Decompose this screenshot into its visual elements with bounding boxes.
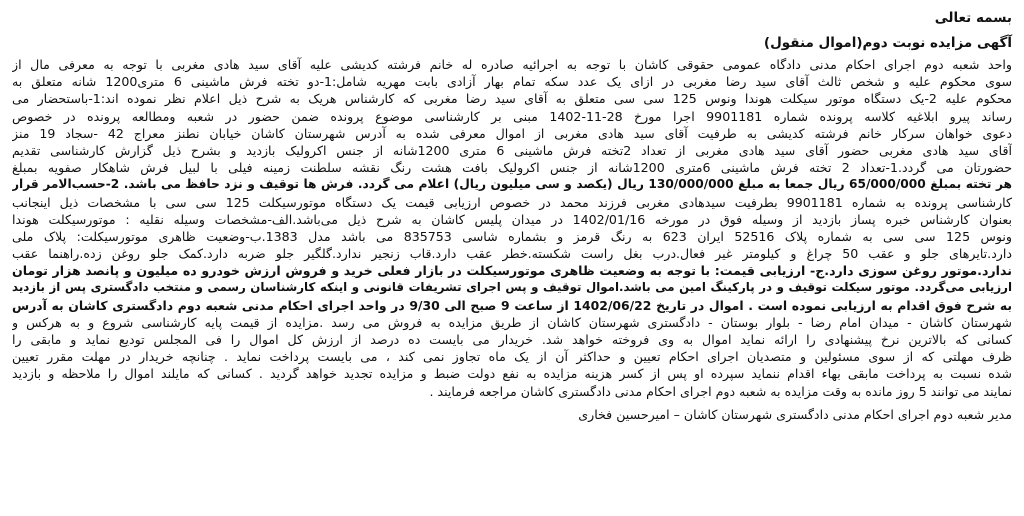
body-line: رساند پیرو ابلاغیه کلاسه پرونده شماره 9901181 اجرا مورخ 28-11-1402 مبنی بر کارشناسی موضوع پرونده ضمن حضور در شعبه ومطالعه پرونده در خصوص [12,108,1012,124]
body-line: ندارد.موتور روغن سوزی دارد.ج- ارزیابی قیمت: با توجه به وضعیت ظاهری موتورسیکلت در بازار فعلی خرید و فروش ارزش خودرو ده میلیون و پانصد هزار تومان [12,263,1012,279]
body-line: به شرح فوق اقدام به ارزیابی نموده است . اموال در تاریخ 1402/06/22 از ساعت 9 صبح الی 9/30 در واحد اجرای احکام مدنی شعبه دوم دادگستری کاشان به آدرس [12,297,1012,313]
body-line: سوی محکوم علیه و شخص ثالث آقای سید رضا مغربی در ازای یک عدد سکه تمام بهار آزادی بابت مهریه شامل:1-دو تخته فرش ماشینی 6 متری1200 شانه متعلق به [12,74,1012,90]
body-line: کسانی که بالاترین نرخ پیشنهادی را ارائه نماید اموال به وی فروخته خواهد شد. خریدار می بایست ده درصد از ارزش کل اموال را فی المجلس تودیع نماید و مابقی را [12,332,1012,347]
body-line: هر تخته بمبلغ 65/000/000 ریال جمعا به مبلغ 130/000/000 ریال (یکصد و سی میلیون ریال) اعلام می گردد. فرش ها توقیف و نزد حافظ می باشد. 2-حسب‌الامر قرار [12,177,1012,192]
body-line: ونوس 125 سی سی به شماره پلاک 52516 ایران 623 به رنگ قرمز و بشماره شاسی 835753 می باشد مدل 1383.ب-وضعیت ظاهری موتورسیکلت: پلاک ملی [12,228,1012,244]
body-line: ارزیابی می‌گردد. موتور سیکلت توقیف و در پارکینگ امین می باشد.اموال توقیف و پس اجرای تشریفات قانونی و اینکه کارشناسان رسمی و منتخب دادگستری پس از بازدید [12,280,1012,295]
notice-title: آگهی مزایده نوبت دوم(اموال منقول) [763,35,1012,51]
body-line: دعوی خواهان سرکار خانم فرشته کدیشی به طرفیت آقای سید هادی مغربی از اموال معرفی شده به آدرس شهرستان کاشان خیابان نطنز معراج 42 -سجاد 19 منز [12,125,1012,141]
body-line: محکوم علیه 2-یک دستگاه موتور سیکلت هوندا ونوس 125 سی سی متعلق به آقای سید رضا مغربی که کارشناس هریک به شرح ذیل اعلام نظر نموده اند:1-باستحضار می [12,91,1012,107]
body-line: کارشناسی پرونده به شماره 9901181 بطرفیت سیدهادی مغربی فرزند محمد در خصوص ارزیابی قیمت یک دستگاه موتورسیکلت 125 سی سی با مشخصات ذیل اینجانب [12,194,1012,210]
notice-body [12,56,1012,400]
body-line: ظرف مهلتی که از سوی مسئولین و متصدیان اجرای احکام تعیین و حداکثر آن از یک ماه تجاوز نمی کند ، می بایست پرداخت نماید . چنانچه خریدار در مهلت مقرر تعیین [12,349,1012,365]
body-line: حضورتان می گردد.1-تعداد 2 تخته فرش ماشینی 6متری 1200شانه از جنس اکرولیک بافت هشت رنگ نقشه سلطنت زمینه فیلی با لبیل فرش شاهکار صفویه بمبلغ [12,160,1012,176]
body-line: آقای سید هادی مغربی حضور آقای سید هادی مغربی از تعداد 2تخته فرش ماشینی 6 متری 1200شانه از جنس اکرولیک بازدید و بشرح ذیل گزارش کارشناسی تقدیم [12,142,1012,158]
signature-line: مدیر شعبه دوم اجرای احکام مدنی دادگستری شهرستان کاشان – امیرحسین فخاری [578,406,1012,422]
body-line: دارد.تایرهای جلو و عقب 50 چراغ و کیلومتر غیر فعال.درب بغل راست شکسته.خطر عقب دارد.قاب زنجیر ندارد.گلگیر جلو ضربه دارد.کمک جلو روغن زده.راهنما عقب [12,246,1012,262]
body-line: شده نسبت به پرداخت مابقی بهاء اقدام ننماید سپرده او پس از کسر هزینه مزایده به نفع دولت ضبط و مزایده تجدید خواهد گردید . کسانی که مایلند اموال را ملاحظه و بازدید [12,366,1012,382]
body-line: شهرستان کاشان - میدان امام رضا - بلوار بوستان - دادگستری شهرستان کاشان از طریق مزایده به فروش می رسد .مزایده از قیمت پایه کارشناسی شروع و به هرکس و [12,314,1012,330]
body-line: واحد شعبه دوم اجرای احکام مدنی دادگاه عمومی حقوقی کاشان با توجه به اجرائیه صادره له خانم فرشته کدیشی علیه آقای سید هادی مغربی با توجه به معرفی مال از [12,57,1012,72]
body-line: نمایند می توانند 5 روز مانده به وقت مزایده به شعبه دوم اجرای احکام مدنی دادگستری کاشان مراجعه فرمایند . [429,383,1012,399]
body-line: بعنوان کارشناس خبره پساز بازدید از وسیله فوق در مورخه 1402/01/16 در میدان پلیس کاشان به شرح ذیل می‌باشد.الف-مشخصات وسیله نقلیه : موتورسیکلت هوندا [12,211,1012,227]
bismillah-heading: بسمه تعالی [934,10,1012,26]
